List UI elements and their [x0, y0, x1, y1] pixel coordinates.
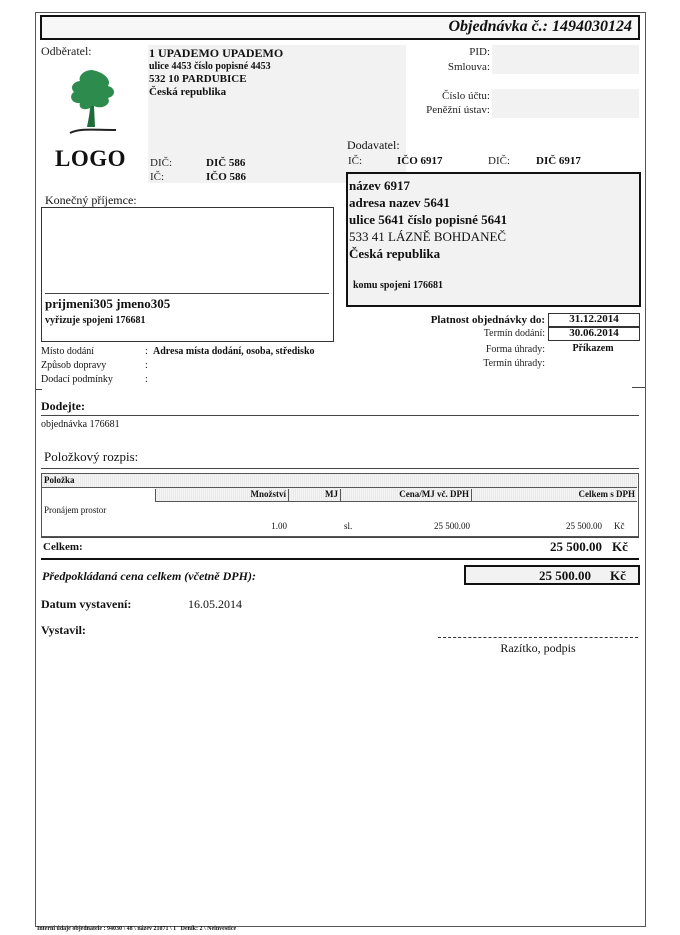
- margin-tick-left: [36, 389, 42, 390]
- total-top-divider: [41, 537, 639, 538]
- payment-due-label: Termín úhrady:: [483, 358, 545, 369]
- supplier-ic-value: IČO 6917: [397, 155, 443, 167]
- supplier-contact: komu spojeni 176681: [353, 280, 444, 291]
- customer-name: 1 UPADEMO UPADEMO: [149, 46, 284, 60]
- supplier-country: Česká republika: [349, 246, 441, 261]
- estimate-box: [464, 565, 640, 585]
- conditions-colon: :: [145, 374, 148, 385]
- customer-country: Česká republika: [149, 86, 227, 98]
- recipient-box: [41, 207, 334, 342]
- customer-ic-value: IČO 586: [206, 171, 247, 183]
- col-unit: MJ: [289, 489, 341, 502]
- pid-label: PID:: [469, 46, 490, 58]
- row-quantity: 1.00: [271, 521, 287, 531]
- issuer-label: Vystavil:: [41, 623, 86, 637]
- items-columns-row: [155, 488, 637, 502]
- supplier-address-box: [346, 172, 641, 307]
- customer-dic-label: DIČ:: [150, 157, 172, 169]
- row-item-name: Pronájem prostor: [44, 505, 107, 515]
- recipient-handler: vyřizuje spojeni 176681: [45, 315, 146, 326]
- recipient-name: prijmeni305 jmeno305: [45, 296, 171, 311]
- items-top-divider: [41, 468, 639, 469]
- customer-address: [149, 46, 283, 99]
- order-header: [40, 15, 640, 40]
- deliver-text: objednávka 176681: [41, 419, 120, 430]
- signature-line: [438, 637, 638, 638]
- delivery-place-colon: :: [145, 346, 148, 357]
- delivery-date-value: 30.06.2014: [548, 327, 640, 341]
- estimate-currency: Kč: [610, 568, 626, 583]
- estimate-label: Předpokládaná cena celkem (včetně DPH):: [42, 569, 256, 583]
- supplier-dic-value: DIČ 6917: [536, 155, 581, 167]
- bank-label: Peněžní ústav:: [426, 104, 490, 116]
- total-value: 25 500.00: [550, 539, 602, 554]
- supplier-name: název 6917: [349, 178, 411, 193]
- supplier-dic-label: DIČ:: [488, 155, 510, 167]
- account-bank-field: [492, 89, 639, 118]
- customer-ic-label: IČ:: [150, 171, 165, 183]
- tree-logo-icon: [62, 66, 122, 138]
- items-table: [41, 473, 639, 537]
- margin-tick: [632, 387, 645, 388]
- issue-date-value: 16.05.2014: [188, 597, 242, 611]
- recipient-label: Konečný příjemce:: [45, 193, 137, 207]
- row-unit-price: 25 500.00: [434, 521, 470, 531]
- payment-form-label: Forma úhrady:: [485, 344, 545, 355]
- delivery-date-label: Termín dodání:: [483, 328, 545, 339]
- col-unit-price: Cena/MJ vč. DPH: [341, 489, 472, 502]
- stamp-label: Razítko, podpis: [500, 641, 576, 655]
- issue-date-label: Datum vystavení:: [41, 597, 132, 611]
- supplier-address-name: adresa nazev 5641: [349, 195, 450, 210]
- validity-value: 31.12.2014: [548, 313, 640, 327]
- footer-internal-info: Interní údaje objednatele : 94030 \ 48 \ název 21071 \ 1 Deník: 2 \ Neinvestice: [37, 926, 237, 932]
- transport-colon: :: [145, 360, 148, 371]
- items-section-label: Položkový rozpis:: [44, 449, 139, 464]
- row-currency: Kč: [614, 521, 625, 531]
- transport-label: Způsob dopravy: [41, 360, 107, 371]
- validity-label: Platnost objednávky do:: [430, 314, 545, 326]
- supplier-city: 533 41 LÁZNĚ BOHDANEČ: [349, 229, 507, 244]
- order-number: Objednávka č.: 1494030124: [448, 18, 632, 35]
- deliver-label: Dodejte:: [41, 399, 85, 413]
- total-currency: Kč: [612, 539, 628, 554]
- col-total: Celkem s DPH: [578, 489, 635, 499]
- customer-city: 532 10 PARDUBICE: [149, 73, 247, 85]
- col-quantity: Množství: [155, 489, 289, 502]
- supplier-street: ulice 5641 číslo popisné 5641: [349, 212, 508, 227]
- col-item: Položka: [44, 475, 75, 485]
- account-label: Číslo účtu:: [442, 90, 490, 102]
- customer-label: Odběratel:: [41, 44, 92, 58]
- items-header-row: [42, 474, 637, 488]
- customer-street: ulice 4453 číslo popisné 4453: [149, 61, 271, 72]
- delivery-place-value: Adresa místa dodání, osoba, středisko: [153, 346, 315, 357]
- recipient-divider: [45, 293, 329, 294]
- logo-text: LOGO: [55, 146, 127, 171]
- pid-contract-field: [492, 45, 639, 74]
- supplier-ic-label: IČ:: [348, 155, 363, 167]
- payment-form-value: Příkazem: [572, 343, 614, 354]
- row-unit: sl.: [344, 521, 353, 531]
- total-bottom-divider: [41, 558, 639, 560]
- contract-label: Smlouva:: [447, 61, 490, 73]
- deliver-divider: [41, 415, 639, 416]
- row-total: 25 500.00: [566, 521, 602, 531]
- estimate-value: 25 500.00: [539, 568, 591, 583]
- supplier-label: Dodavatel:: [347, 138, 400, 152]
- total-label: Celkem:: [43, 541, 83, 553]
- conditions-label: Dodací podmínky: [41, 374, 113, 385]
- delivery-place-label: Místo dodání: [41, 346, 95, 357]
- customer-dic-value: DIČ 586: [206, 157, 246, 169]
